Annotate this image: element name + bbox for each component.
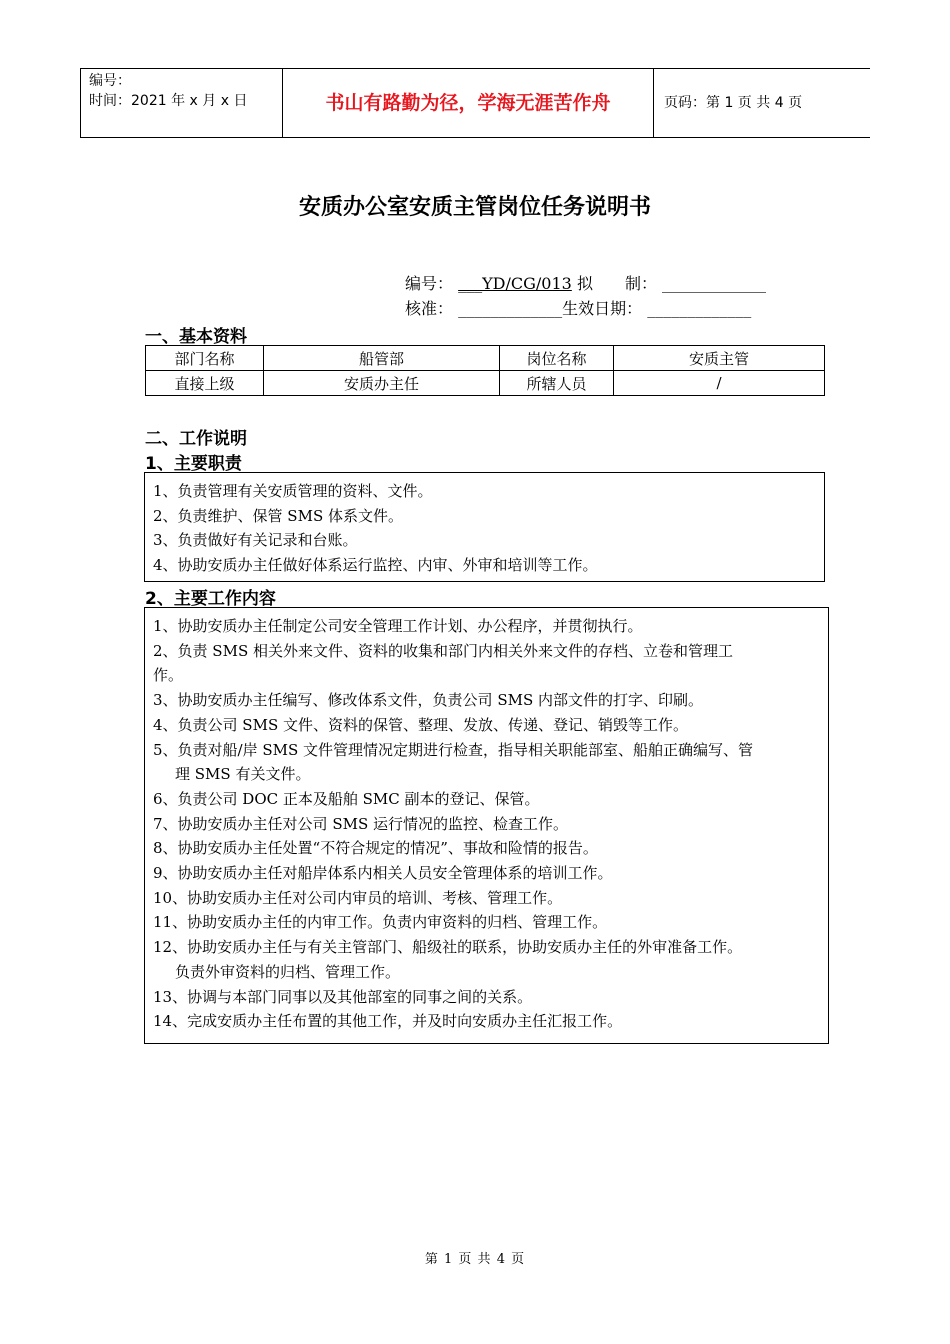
draft-label: 拟 制： <box>576 274 657 293</box>
page-header <box>80 68 870 138</box>
table-cell: 部门名称 <box>146 346 264 371</box>
table-cell: 岗位名称 <box>500 346 614 371</box>
header-left-cell <box>80 69 282 137</box>
code-value: ___YD/CG/013 <box>458 274 572 293</box>
header-motto: 书山有路勤为径，学海无涯苦作舟 <box>282 69 654 137</box>
header-page-info: 页码：第 1 页 共 4 页 <box>664 95 803 111</box>
effective-label: 生效日期： <box>562 299 643 318</box>
table-row <box>146 371 825 396</box>
section-work-description: 二、工作说明 <box>145 429 247 449</box>
work-content-list <box>153 614 820 1034</box>
work-content-box <box>144 607 829 1044</box>
code-label: 编号： <box>405 274 454 293</box>
list-item: 14、完成安质办主任布置的其他工作，并及时向安质办主任汇报工作。 <box>153 1012 623 1031</box>
document-title: 安质办公室安质主管岗位任务说明书 <box>298 195 651 220</box>
list-item: 2、负责 SMS 相关外来文件、资料的收集和部门内相关外来文件的存档、立卷和管理工 <box>153 641 733 660</box>
draft-value: _____________ <box>662 274 767 293</box>
list-item: 3、负责做好有关记录和台账。 <box>153 531 358 550</box>
subsection-main-duties: 1、主要职责 <box>145 454 242 474</box>
list-item: 3、协助安质办主任编写、修改体系文件，负责公司 SMS 内部文件的打字、印刷。 <box>153 691 703 710</box>
list-item: 5、负责对船/岸 SMS 文件管理情况定期进行检查，指导相关职能部室、船舶正确编写、管 <box>153 740 754 759</box>
approve-value: _____________ <box>458 299 563 318</box>
list-item-continuation: 作。 <box>153 666 184 685</box>
approve-label: 核准： <box>405 299 454 318</box>
list-item: 2、负责维护、保管 SMS 体系文件。 <box>153 506 403 525</box>
list-item: 1、负责管理有关安质管理的资料、文件。 <box>153 482 433 500</box>
table-cell: / <box>614 371 825 396</box>
table-cell: 船管部 <box>264 346 500 371</box>
table-cell: 安质主管 <box>614 346 825 371</box>
list-item: 13、协调与本部门同事以及其他部室的同事之间的关系。 <box>153 987 533 1006</box>
list-item: 9、协助安质办主任对船岸体系内相关人员安全管理体系的培训工作。 <box>153 864 613 883</box>
table-cell: 直接上级 <box>146 371 264 396</box>
page-footer: 第 1 页 共 4 页 <box>424 1252 526 1267</box>
list-item-continuation: 理 SMS 有关文件。 <box>175 765 311 784</box>
list-item: 4、负责公司 SMS 文件、资料的保管、整理、发放、传递、登记、销毁等工作。 <box>153 715 688 734</box>
basic-info-table <box>145 345 825 396</box>
table-cell: 所辖人员 <box>500 371 614 396</box>
list-item: 8、协助安质办主任处置“不符合规定的情况”、事故和险情的报告。 <box>153 839 598 858</box>
list-item: 12、协助安质办主任与有关主管部门、船级社的联系，协助安质办主任的外审准备工作。 <box>153 938 743 957</box>
list-item: 4、协助安质办主任做好体系运行监控、内审、外审和培训等工作。 <box>153 556 598 575</box>
list-item-continuation: 负责外审资料的归档、管理工作。 <box>175 962 401 981</box>
list-item: 10、协助安质办主任对公司内审员的培训、考核、管理工作。 <box>153 888 563 907</box>
subsection-main-work: 2、主要工作内容 <box>145 589 276 609</box>
list-item: 7、协助安质办主任对公司 SMS 运行情况的监控、检查工作。 <box>153 814 568 833</box>
table-row <box>146 346 825 371</box>
list-item: 11、协助安质办主任的内审工作。负责内审资料的归档、管理工作。 <box>153 913 608 932</box>
table-cell: 安质办主任 <box>264 371 500 396</box>
duties-box <box>144 472 825 582</box>
header-number-label: 编号： <box>89 73 131 89</box>
list-item: 6、负责公司 DOC 正本及船舶 SMC 副本的登记、保管。 <box>153 789 540 808</box>
effective-value: _____________ <box>647 299 752 318</box>
header-time-label: 时间：2021 年 x 月 x 日 <box>89 93 248 109</box>
meta-row-2 <box>405 296 751 321</box>
section-basic-info: 一、基本资料 <box>145 327 247 347</box>
list-item: 1、协助安质办主任制定公司安全管理工作计划、办公程序，并贯彻执行。 <box>153 617 643 635</box>
meta-row-1 <box>405 271 766 296</box>
